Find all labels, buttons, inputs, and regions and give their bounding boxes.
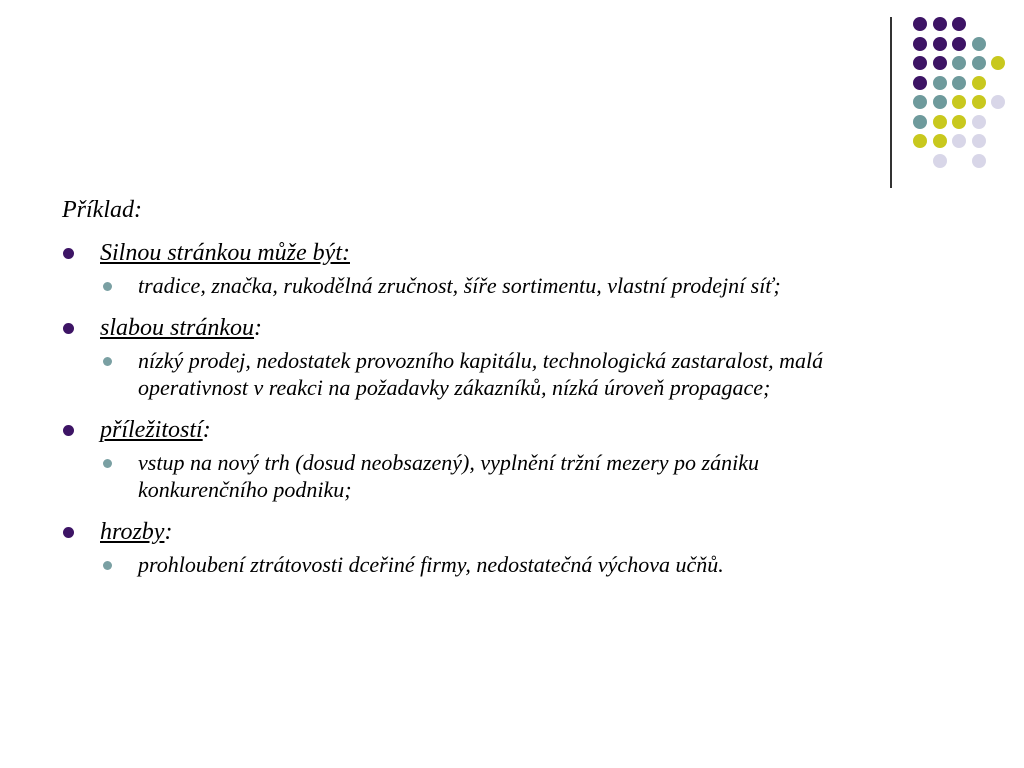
decorative-dot [933,134,947,148]
decorative-dot [933,154,947,168]
heading-underlined-text: příležitostí [100,417,203,443]
sub-bullet-dot-icon [103,459,112,468]
section-opportunities [62,415,882,503]
section-heading [62,415,882,445]
decorative-dot [933,17,947,31]
decorative-dot [972,37,986,51]
decorative-dot [913,95,927,109]
decorative-dot [972,134,986,148]
decorative-dot [933,56,947,70]
heading-suffix: : [202,417,211,443]
decorative-dot [913,115,927,129]
decorative-dot [913,134,927,148]
heading-underlined-text: hrozby [100,519,165,545]
decorative-dot [952,115,966,129]
decorative-dot [952,95,966,109]
decorative-dot [933,76,947,90]
section-detail [62,347,882,401]
decorative-dot [952,56,966,70]
decorative-dot [952,17,966,31]
heading-underlined-text: Silnou stránkou může být: [100,240,350,266]
decorative-dot [913,56,927,70]
decorative-dot [952,76,966,90]
bullet-dot-icon [63,425,74,436]
decorative-dot [972,115,986,129]
section-weaknesses [62,313,882,401]
vertical-divider [890,17,892,188]
section-detail [62,551,882,578]
bullet-dot-icon [63,527,74,538]
decorative-dot [913,37,927,51]
detail-text: tradice, značka, rukodělná zručnost, šíře sortimentu, vlastní prodejní síť; [138,273,781,298]
detail-text: prohloubení ztrátovosti dceřiné firmy, nedostatečná výchova učňů. [138,552,724,577]
section-detail [62,272,882,299]
detail-text: vstup na nový trh (dosud neobsazený), vyplnění tržní mezery po zániku konkurenčního podniku; [138,450,759,502]
heading-suffix: : [164,519,173,545]
decorative-dot [913,17,927,31]
decorative-dot [972,76,986,90]
slide-content [62,194,882,592]
decorative-dot [933,37,947,51]
decorative-dot [991,56,1005,70]
intro-label: Příklad: [62,197,142,223]
decorative-dot [972,56,986,70]
heading-suffix: : [254,315,263,341]
section-strengths [62,238,882,299]
section-heading [62,313,882,343]
heading-underlined-text: slabou stránkou [100,315,255,341]
bullet-dot-icon [63,248,74,259]
decorative-dot [933,95,947,109]
decorative-dot [972,154,986,168]
decorative-dot [952,134,966,148]
section-threats [62,517,882,578]
section-heading [62,517,882,547]
sub-bullet-dot-icon [103,561,112,570]
decorative-dot [913,76,927,90]
decorative-dot [933,115,947,129]
section-heading [62,238,882,268]
detail-text: nízký prodej, nedostatek provozního kapitálu, technologická zastaralost, malá operativnost v reakci na požadavky zákazníků, nízká úroveň propagace; [138,348,824,400]
decorative-dot-grid [0,0,1024,200]
sub-bullet-dot-icon [103,282,112,291]
section-detail [62,449,882,503]
decorative-dot [991,95,1005,109]
bullet-dot-icon [63,323,74,334]
decorative-dot [952,37,966,51]
decorative-dot [972,95,986,109]
sub-bullet-dot-icon [103,357,112,366]
